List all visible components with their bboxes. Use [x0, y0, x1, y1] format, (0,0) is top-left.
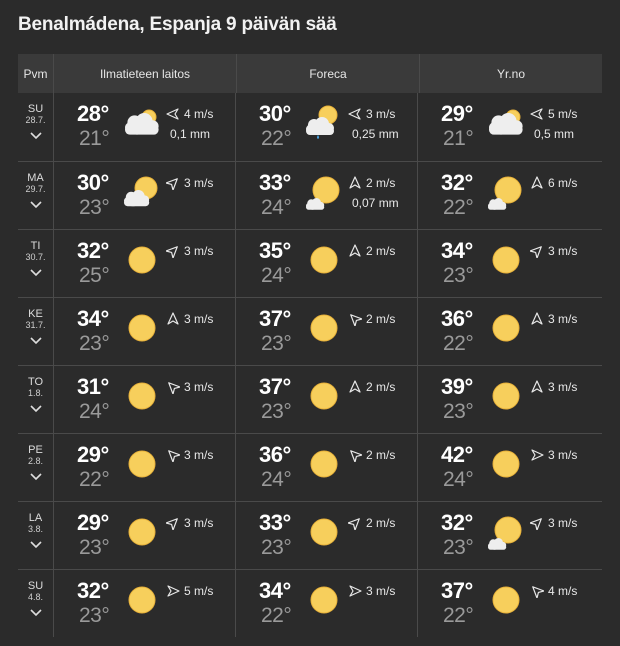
- wind-speed: 2 m/s: [366, 312, 396, 326]
- forecast-cell-fmi: [53, 93, 235, 161]
- wind-arrow-icon: [348, 448, 362, 462]
- sun-icon: [129, 247, 155, 273]
- wind-speed: 2 m/s: [366, 244, 396, 258]
- temp-max: 37°: [441, 578, 473, 603]
- weather-icon: [122, 240, 162, 280]
- temp-min: 24°: [79, 400, 110, 423]
- temp-max: 42°: [441, 442, 473, 467]
- day-name: PE: [28, 444, 43, 456]
- wind-speed: 3 m/s: [548, 312, 578, 326]
- forecast-cell-fmi: [53, 298, 235, 365]
- precipitation: 0,25 mm: [352, 127, 399, 141]
- chevron-down-icon[interactable]: [30, 404, 42, 414]
- temp-max: 36°: [259, 442, 291, 467]
- temp-min: 21°: [443, 127, 474, 150]
- wind-arrow-icon: [348, 312, 362, 326]
- chevron-down-icon[interactable]: [30, 200, 42, 210]
- day-name: TI: [30, 240, 41, 252]
- wind-speed: 6 m/s: [548, 176, 578, 190]
- wind-speed: 3 m/s: [366, 584, 396, 598]
- wind-arrow-icon: [530, 584, 544, 598]
- wind-arrow-icon: [530, 312, 544, 326]
- temp-min: 22°: [261, 604, 292, 627]
- day-cell[interactable]: [18, 366, 53, 433]
- day-date: 4.8.: [27, 592, 43, 602]
- temp-max: 33°: [259, 170, 291, 195]
- temp-min: 23°: [79, 332, 110, 355]
- wind: [530, 380, 577, 394]
- wind-arrow-icon: [530, 448, 544, 462]
- sun-icon: [129, 451, 155, 477]
- day-cell[interactable]: [18, 162, 53, 229]
- wind-arrow-icon: [348, 107, 362, 121]
- wind-speed: 3 m/s: [366, 107, 396, 121]
- wind-arrow-icon: [166, 107, 180, 121]
- weather-icon: [486, 512, 526, 552]
- sun-icon: [311, 587, 337, 613]
- wind: [166, 584, 213, 598]
- forecast-cell-foreca: [235, 434, 417, 501]
- wind: [166, 312, 213, 326]
- forecast-cell-fmi: [53, 434, 235, 501]
- chevron-down-icon[interactable]: [30, 268, 42, 278]
- chevron-down-icon[interactable]: [30, 472, 42, 482]
- table-row: [18, 93, 602, 161]
- forecast-table: [18, 54, 602, 637]
- header-provider-yr: Yr.no: [419, 54, 602, 93]
- day-name: KE: [28, 308, 43, 320]
- wind: [530, 244, 577, 258]
- weather-icon: [122, 103, 162, 143]
- forecast-cell-yr: [417, 570, 599, 637]
- temp-min: 22°: [443, 196, 474, 219]
- day-name: LA: [28, 512, 43, 524]
- forecast-cell-fmi: [53, 366, 235, 433]
- weather-icon: [304, 172, 344, 212]
- wind-speed: 3 m/s: [184, 244, 214, 258]
- table-row: [18, 501, 602, 569]
- weather-icon: [486, 376, 526, 416]
- temp-min: 23°: [443, 400, 474, 423]
- wind: [530, 176, 577, 190]
- chevron-down-icon[interactable]: [30, 608, 42, 618]
- forecast-cell-fmi: [53, 230, 235, 297]
- weather-icon: [122, 512, 162, 552]
- weather-icon: [304, 240, 344, 280]
- wind-speed: 2 m/s: [366, 380, 396, 394]
- weather-icon: [122, 376, 162, 416]
- forecast-cell-fmi: [53, 570, 235, 637]
- wind-speed: 4 m/s: [184, 107, 214, 121]
- table-row: [18, 297, 602, 365]
- temp-max: 33°: [259, 510, 291, 535]
- temp-min: 22°: [261, 127, 292, 150]
- wind-arrow-icon: [166, 380, 180, 394]
- weather-icon: [486, 103, 526, 143]
- temp-max: 34°: [77, 306, 109, 331]
- temp-min: 23°: [261, 332, 292, 355]
- temp-max: 30°: [77, 170, 109, 195]
- raindrop-icon: [317, 135, 319, 139]
- temp-max: 32°: [77, 578, 109, 603]
- sun-icon: [493, 383, 519, 409]
- wind-speed: 5 m/s: [184, 584, 214, 598]
- temp-min: 22°: [79, 468, 110, 491]
- weather-icon: [486, 172, 526, 212]
- temp-max: 31°: [77, 374, 109, 399]
- header-provider-fmi: Ilmatieteen laitos: [53, 54, 236, 93]
- weather-icon: [304, 580, 344, 620]
- temp-min: 23°: [79, 196, 110, 219]
- forecast-cell-yr: [417, 298, 599, 365]
- wind: [166, 516, 213, 530]
- sun-icon: [311, 247, 337, 273]
- day-cell[interactable]: [18, 502, 53, 569]
- day-date: 31.7.: [25, 320, 46, 330]
- weather-icon: [304, 376, 344, 416]
- temp-max: 34°: [259, 578, 291, 603]
- wind: [530, 448, 577, 462]
- weather-icon: [486, 444, 526, 484]
- temp-max: 34°: [441, 238, 473, 263]
- day-name: MA: [27, 172, 44, 184]
- sun-icon: [311, 451, 337, 477]
- wind-speed: 2 m/s: [366, 516, 396, 530]
- wind: [166, 244, 213, 258]
- wind-arrow-icon: [166, 584, 180, 598]
- temp-min: 24°: [261, 468, 292, 491]
- precipitation: 0,07 mm: [352, 196, 399, 210]
- precipitation: 0,5 mm: [534, 127, 575, 141]
- wind-speed: 4 m/s: [548, 584, 578, 598]
- temp-max: 30°: [259, 101, 291, 126]
- wind: [348, 176, 395, 190]
- day-date: 2.8.: [27, 456, 43, 466]
- day-cell[interactable]: [18, 434, 53, 501]
- forecast-cell-foreca: [235, 298, 417, 365]
- day-cell[interactable]: [18, 298, 53, 365]
- forecast-cell-yr: [417, 162, 599, 229]
- table-row: [18, 433, 602, 501]
- wind-arrow-icon: [166, 312, 180, 326]
- wind: [530, 584, 577, 598]
- header-day: Pvm: [23, 66, 48, 81]
- wind: [348, 244, 395, 258]
- sun-icon: [129, 315, 155, 341]
- wind-arrow-icon: [530, 107, 544, 121]
- wind-speed: 3 m/s: [184, 176, 214, 190]
- wind: [166, 107, 213, 121]
- wind-arrow-icon: [348, 380, 362, 394]
- forecast-cell-yr: [417, 93, 599, 161]
- wind: [166, 380, 213, 394]
- wind: [166, 448, 213, 462]
- day-date: 29.7.: [25, 184, 46, 194]
- sun-icon: [129, 383, 155, 409]
- chevron-down-icon[interactable]: [30, 131, 42, 141]
- wind: [530, 516, 577, 530]
- wind-arrow-icon: [166, 176, 180, 190]
- header-provider-foreca: Foreca: [236, 54, 419, 93]
- temp-min: 23°: [79, 536, 110, 559]
- wind-speed: 3 m/s: [184, 380, 214, 394]
- forecast-cell-fmi: [53, 162, 235, 229]
- temp-min: 23°: [443, 264, 474, 287]
- day-name: SU: [27, 103, 44, 115]
- wind-speed: 3 m/s: [548, 380, 578, 394]
- wind-arrow-icon: [166, 516, 180, 530]
- forecast-cell-yr: [417, 502, 599, 569]
- wind-arrow-icon: [530, 244, 544, 258]
- sun-icon: [311, 383, 337, 409]
- temp-max: 32°: [441, 170, 473, 195]
- temp-min: 24°: [261, 264, 292, 287]
- wind: [166, 176, 213, 190]
- wind-arrow-icon: [348, 584, 362, 598]
- temp-max: 29°: [77, 442, 109, 467]
- chevron-down-icon[interactable]: [30, 336, 42, 346]
- sun-icon: [493, 587, 519, 613]
- temp-min: 23°: [261, 536, 292, 559]
- day-date: 28.7.: [25, 115, 46, 125]
- page-title: Benalmádena, Espanja 9 päivän sää: [18, 14, 337, 35]
- wind: [348, 448, 395, 462]
- wind: [348, 516, 395, 530]
- wind-arrow-icon: [348, 244, 362, 258]
- temp-max: 32°: [77, 238, 109, 263]
- sun-icon: [129, 519, 155, 545]
- weather-icon: [304, 103, 344, 143]
- day-cell[interactable]: [18, 230, 53, 297]
- wind: [348, 107, 395, 121]
- wind-arrow-icon: [166, 244, 180, 258]
- temp-max: 32°: [441, 510, 473, 535]
- temp-min: 21°: [79, 127, 110, 150]
- forecast-cell-foreca: [235, 366, 417, 433]
- weather-icon: [304, 444, 344, 484]
- sun-icon: [493, 451, 519, 477]
- temp-max: 29°: [77, 510, 109, 535]
- temp-min: 25°: [79, 264, 110, 287]
- forecast-cell-foreca: [235, 93, 417, 161]
- weather-icon: [304, 512, 344, 552]
- weather-icon: [304, 308, 344, 348]
- table-header: [18, 54, 602, 93]
- wind-arrow-icon: [348, 176, 362, 190]
- weather-icon: [486, 580, 526, 620]
- wind: [348, 584, 395, 598]
- sun-icon: [311, 519, 337, 545]
- temp-max: 35°: [259, 238, 291, 263]
- wind-arrow-icon: [530, 380, 544, 394]
- sun-icon: [311, 315, 337, 341]
- sun-icon: [129, 587, 155, 613]
- temp-min: 24°: [443, 468, 474, 491]
- temp-max: 29°: [441, 101, 473, 126]
- wind-arrow-icon: [348, 516, 362, 530]
- day-date: 1.8.: [27, 388, 43, 398]
- wind-speed: 3 m/s: [184, 448, 214, 462]
- weather-icon: [122, 308, 162, 348]
- table-row: [18, 569, 602, 637]
- temp-max: 36°: [441, 306, 473, 331]
- table-row: [18, 161, 602, 229]
- forecast-cell-foreca: [235, 230, 417, 297]
- wind-arrow-icon: [530, 176, 544, 190]
- wind-speed: 3 m/s: [184, 516, 214, 530]
- wind-arrow-icon: [530, 516, 544, 530]
- wind-speed: 2 m/s: [366, 176, 396, 190]
- sun-icon: [493, 247, 519, 273]
- forecast-cell-yr: [417, 230, 599, 297]
- day-date: 30.7.: [25, 252, 46, 262]
- day-cell[interactable]: [18, 570, 53, 637]
- temp-max: 37°: [259, 306, 291, 331]
- temp-min: 23°: [261, 400, 292, 423]
- weather-icon: [122, 172, 162, 212]
- wind-speed: 5 m/s: [548, 107, 578, 121]
- wind: [530, 107, 577, 121]
- sun-icon: [493, 315, 519, 341]
- chevron-down-icon[interactable]: [30, 540, 42, 550]
- temp-max: 37°: [259, 374, 291, 399]
- temp-min: 24°: [261, 196, 292, 219]
- day-name: SU: [27, 580, 44, 592]
- temp-min: 22°: [443, 332, 474, 355]
- forecast-cell-yr: [417, 434, 599, 501]
- temp-min: 23°: [79, 604, 110, 627]
- day-name: TO: [27, 376, 44, 388]
- wind-speed: 2 m/s: [366, 448, 396, 462]
- day-date: 3.8.: [27, 524, 43, 534]
- table-row: [18, 229, 602, 297]
- wind-arrow-icon: [166, 448, 180, 462]
- wind: [348, 380, 395, 394]
- wind-speed: 3 m/s: [548, 448, 578, 462]
- wind: [348, 312, 395, 326]
- temp-max: 39°: [441, 374, 473, 399]
- forecast-cell-foreca: [235, 570, 417, 637]
- wind-speed: 3 m/s: [184, 312, 214, 326]
- weather-icon: [486, 240, 526, 280]
- temp-max: 28°: [77, 101, 109, 126]
- wind-speed: 3 m/s: [548, 244, 578, 258]
- precipitation: 0,1 mm: [170, 127, 211, 141]
- weather-icon: [122, 580, 162, 620]
- day-cell[interactable]: [18, 93, 53, 161]
- wind: [530, 312, 577, 326]
- temp-min: 23°: [443, 536, 474, 559]
- wind-speed: 3 m/s: [548, 516, 578, 530]
- forecast-cell-yr: [417, 366, 599, 433]
- weather-icon: [122, 444, 162, 484]
- temp-min: 22°: [443, 604, 474, 627]
- forecast-cell-foreca: [235, 502, 417, 569]
- table-row: [18, 365, 602, 433]
- forecast-cell-fmi: [53, 502, 235, 569]
- forecast-rows: [18, 93, 602, 637]
- weather-icon: [486, 308, 526, 348]
- forecast-cell-foreca: [235, 162, 417, 229]
